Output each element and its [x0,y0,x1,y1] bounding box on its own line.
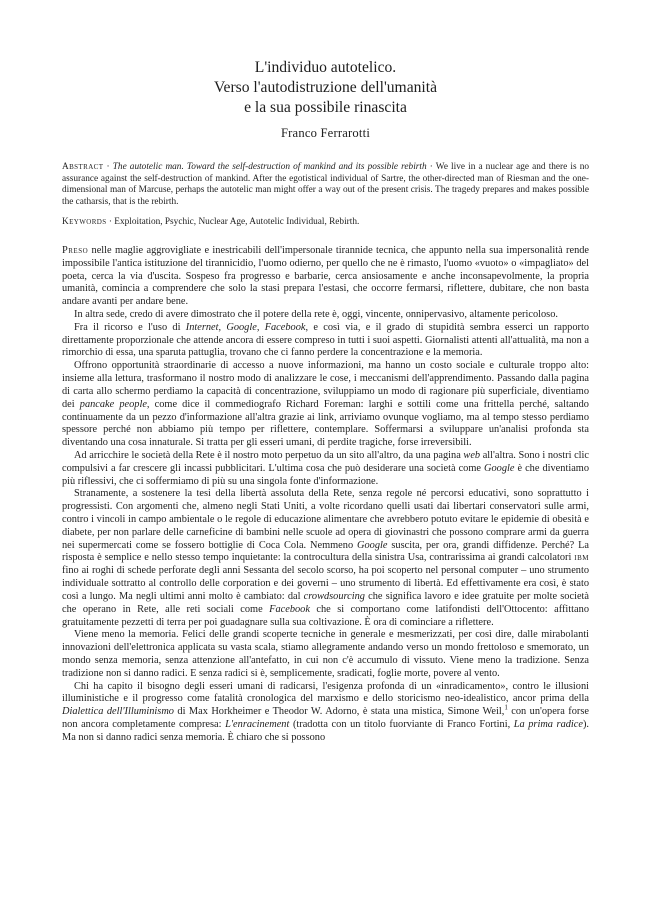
paragraph-8 [62,681,589,745]
paragraph-8-italic-3: La prima radice [513,719,583,731]
paragraph-8-text-1: Chi ha capito il bisogno degli esseri umani di radicarsi, l'esigenza profonda di un «inradicamento», contro le illusioni illuministiche e il progresso come fatalità cronologica del marxismo e dello storicismo neo-idealistico, ancor prima della [62,680,589,705]
paragraph-8-text-2: di Max Horkheimer e Theodor W. Adorno, è stata una mistica, Simone Weil, [173,706,505,718]
title-line-3: e la sua possibile rinascita [244,99,407,116]
paragraph-4-italic-1: pancake people [79,398,147,410]
paragraph-8-text-3: con un'opera forse non ancora completamente compresa: [62,706,589,731]
paragraph-6-text-3: fino ai roghi di schede perforate degli anni Sessanta del secolo scorso, ha poi scoperto nel personal computer – uno strumento individuale sottratto al controllo delle corporation e dei governi – uno strumento di libertà. Ed effettivamente era così, è stato così a lungo. Ma negli ultimi anni molto è cambiato: dal [62,565,589,602]
article-page [62,58,589,745]
paragraph-6-italic-1: Google [357,539,388,551]
abstract-english-title: The autotelic man. Toward the self-destruction of mankind and its possible rebirth [112,162,427,172]
title-line-2: Verso l'autodistruzione dell'umanità [213,79,437,96]
paragraph-2: In altra sede, credo di avere dimostrato che il potere della rete è, oggi, vincente, onnipervasivo, altamente pericoloso. [74,309,558,321]
paragraph-5-italic-2: Google [484,462,515,474]
keywords-text: · Exploitation, Psychic, Nuclear Age, Autotelic Individual, Rebirth. [106,217,360,228]
title-line-1: L'individuo autotelico. [254,59,397,76]
paragraph-3-text-1: Fra il ricorso e l'uso di [74,321,186,333]
paragraph-6-italic-3: Facebook [269,603,310,615]
paragraph-8-text-5: ). Ma non si danno radici senza memoria. È chiaro che si possono [62,719,590,743]
paragraph-5 [62,450,589,488]
paragraph-6-text-4: che significa lavoro e idee gratuite per molte società che operano in Rete, alle reti sociali come [62,590,589,615]
paragraph-5-italic-1: web [463,449,481,461]
paragraph-8-italic-2: L'enracinement [225,719,290,731]
paragraph-4-text-2: , come dice il commediografo Richard Foreman: larghi e sottili come una frittella perché, saltando continuamente da un pezzo d'informazione all'altra grazie ai link, arriviamo ovunque vogliamo, ma al tempo stesso perdiamo spessore perché non abbiamo più tempo per riflettere, contemplare. Soffermarsi a sviluppare un'analisi profonda sta diventando una cosa innaturale. Si tratta per gli esseri umani, di perdite tragiche, forse irreversibili. [62,398,589,449]
paragraph-6-italic-2: crowdsourcing [303,590,365,602]
abstract [62,162,589,208]
paragraph-8-italic-1: Dialettica dell'Illuminismo [62,706,174,718]
paragraph-1-text: nelle maglie aggrovigliate e inestricabili dell'impersonale tirannide tecnica, che appunto nella sua impersonalità rende impossibile l'antica istituzione del tirannicidio, l'uomo odierno, per quello che ne è rimasto, l'uomo «vuoto» o «impagliato» del poeta, cerca la via d'uscita. Sospeso fra progresso e barbarie, cerca ansiosamente e anche inconsapevolmente, la propria umanità, comincia a comprendere che solo la stasi prepara l'estasi, che occorre fermarsi, riflettere, dubitare, che non basta andare avanti per andare bene. [62,244,589,308]
article-author: Franco Ferrarotti [280,126,371,140]
abstract-separator: · [103,162,113,172]
paragraph-4-text-1: Offrono opportunità straordinarie di accesso a nuove informazioni, ma hanno un costo sociale e culturale troppo alto: insieme alla lettura, trasformano il nostro modo di analizzare le cose, i meccanismi dell'apprendimento. Passando dalla pagina di carta allo schermo perdiamo la capacità di concentrazione, sviluppiamo un modo di ragionare più superficiale, diventiamo dei [62,360,589,410]
paragraph-5-text-3: è che diventiamo più riflessivi, che ci soffermiamo di più su una singola fonte d'informazione. [62,462,590,487]
paragraph-3-text-2: , e così via, e il grado di stupidità sembra esserci un rapporto direttamente proporzionale che attende ancora di essere compreso in tutti i suoi aspetti. Giornalisti attenti all'attualità, ma non a rimorchio di essa, una sparuta pattuglia, trovano che ci fanno perdere la concentrazione e la memoria. [62,321,589,359]
article-title [62,58,589,118]
paragraph-6-text-2: suscita, per ora, grandi diffidenze. Perché? La risposta è semplice e nello stesso tempo inquietante: la controcultura della sinistra Usa, contrarissima ai grandi calcolatori [62,539,589,564]
paragraph-4 [62,360,589,450]
paragraph-5-text-1: Ad arricchire le società della Rete è il nostro moto perpetuo da un sito all'altro, da una pagina [74,449,464,461]
paragraph-6-text-5: che si comportano come latifondisti dell'Ottocento: affittano gratuitamente pezzetti di terra per poi guadagnare sulla sua coltivazione. È ora di cominciare a riflettere. [62,603,589,628]
paragraph-6-smallcaps-1: ibm [574,552,589,564]
paragraph-3-italic-1: Internet, Google, Facebook [185,321,306,333]
keywords-label: Keywords [62,217,107,228]
paragraph-6 [62,488,589,629]
abstract-label: Abstract [62,162,104,172]
paragraph-8-text-4: (tradotta con un titolo fuorviante di Franco Fortini, [289,719,514,731]
footnote-ref-1[interactable]: 1 [504,703,508,712]
abstract-text: · We live in a nuclear age and there is no assurance against the self-destruction of mankind. After the egotistical individual of Sartre, the other-directed man of Riesman and the one-dimensional man of Marcuse, perhaps the autotelic man might offer a way out of the present crisis. The tragedy prepares and makes possible the catharsis, that is the rebirth. [62,162,589,207]
keywords [62,217,589,229]
paragraph-1-lead: Preso [62,244,89,256]
paragraph-6-text-1: Stranamente, a sostenere la tesi della libertà assoluta della Rete, senza regole né percorsi educativi, sono soprattutto i progressisti. Con argomenti che, almeno negli Stati Uniti, a volte ricordano quelli usati dai libertari conservatori sulle armi, contro i vincoli in campo ambientale o le regole di educazione alimentare che avrebbero potuto evitare le epidemie di obesità e diabete, per non parlare delle carneficine di bambini nelle scuole ad opera di giovinastri che possono comprare armi da guerra nei supermercati come se fossero bottiglie di Coca Cola. Nemmeno [62,488,589,551]
paragraph-3 [62,322,589,360]
paragraph-7: Viene meno la memoria. Felici delle grandi scoperte tecniche in generale e mesmerizzati, per così dire, dalle mirabolanti innovazioni dell'elettronica applicata su vasta scala, stiamo allegramente andando verso un mondo frettoloso e smemorato, un mondo senza memoria, senza attenzione all'antefatto, in cui non c'è accumulo di vissuto. Viene meno la tradizione. Senza tradizione non si danno radici. E senza radici si è, semplicemente, sradicati, foglie morte, povere al vento. [62,629,589,679]
paragraph-5-text-2: all'altra. Sono i nostri clic compulsivi a far crescere gli incassi pubblicitari. L'ultima cosa che può desiderare una società come [62,449,589,474]
paragraph-1 [62,245,589,309]
article-body [62,245,589,745]
